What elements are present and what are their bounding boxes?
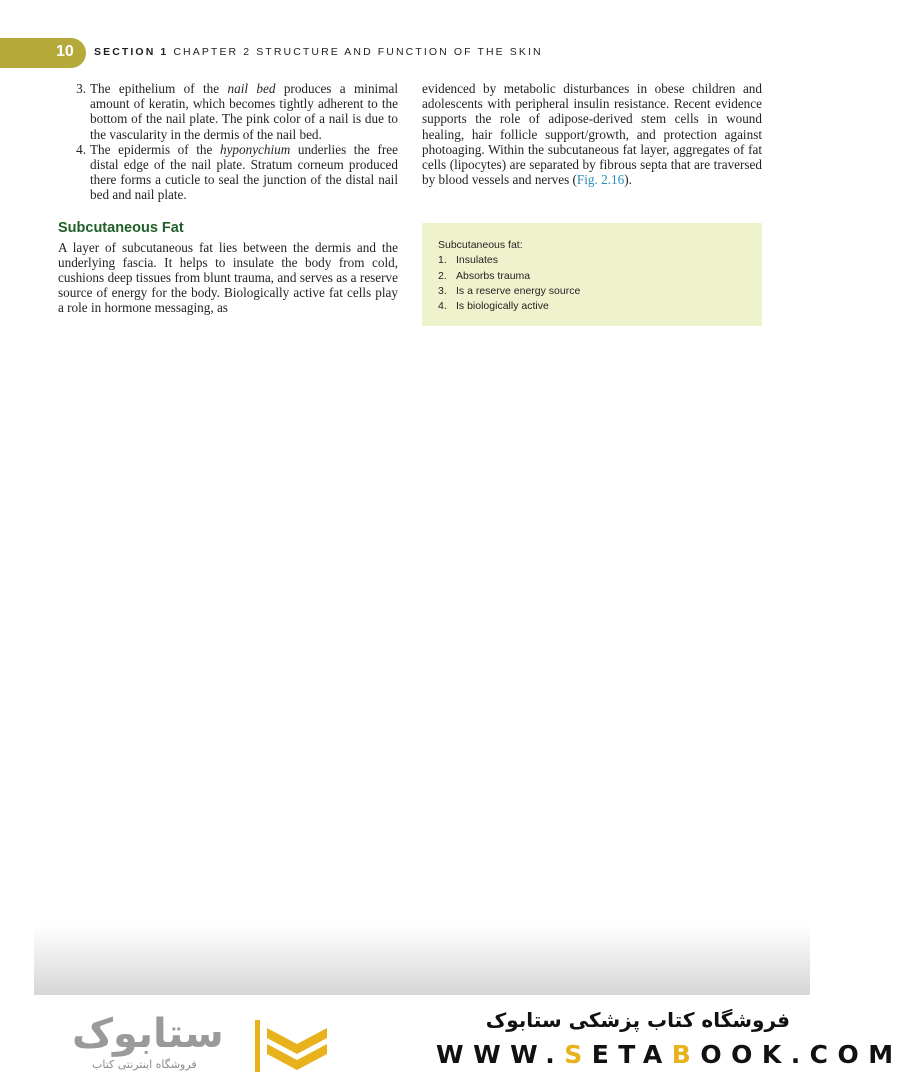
body-paragraph: evidenced by metabolic disturbances in obese children and adolescents with peripheral insulin resistance. Recent evidence supports the role of adipose-derived stem cells in wound healing, hair follicle support/growth, and protection against photoaging. Within the subcutaneous fat layer, aggregates of fat cells (lipocytes) are separated by fibrous septa that are traversed by blood vessels and nerves (Fig. 2.16). xyxy=(422,81,762,188)
running-head xyxy=(94,46,543,58)
chapter-label: CHAPTER 2 STRUCTURE AND FUNCTION OF THE SKIN xyxy=(173,46,543,58)
section-label: SECTION 1 xyxy=(94,46,169,58)
right-column xyxy=(422,81,762,187)
store-logo-subtitle: فروشگاه اینترنتی کتاب xyxy=(92,1058,197,1071)
body-paragraph: A layer of subcutaneous fat lies between the dermis and the underlying fascia. It helps to insulate the body from cold, cushions deep tissues from blunt trauma, and serves as a reserve source of energy for the body. Biologically active fat cells play a role in hormone messaging, as xyxy=(58,239,398,316)
section-heading: Subcutaneous Fat xyxy=(58,219,184,236)
list-item: 3. Is a reserve energy source xyxy=(438,284,581,297)
list-item: 4. The epidermis of the hyponychium underlies the free distal edge of the nail plate. Stratum corneum produced there forms a cuticle to seal the junction of the distal nail bed and nail plate. xyxy=(58,142,398,203)
left-column xyxy=(58,81,398,316)
nail-list xyxy=(58,81,398,203)
list-item: 1. Insulates xyxy=(438,254,499,267)
summary-box xyxy=(422,223,762,326)
list-number: 3. xyxy=(76,81,86,96)
figure-link[interactable]: Fig. 2.16 xyxy=(576,172,625,188)
term-emphasis: hyponychium xyxy=(219,141,291,157)
list-item: 2. Absorbs trauma xyxy=(438,269,531,282)
list-item: 3. The epithelium of the nail bed produces a minimal amount of keratin, which becomes tightly adherent to the bottom of the nail plate. The pink color of a nail is due to the vascularity in the dermis of the nail bed. xyxy=(58,81,398,142)
chevron-logo-icon xyxy=(255,1018,331,1074)
list-item: 4. Is biologically active xyxy=(438,300,549,313)
footer-shadow xyxy=(34,925,810,995)
page-number: 10 xyxy=(56,43,74,60)
list-number: 4. xyxy=(76,141,86,157)
summary-list xyxy=(438,253,746,314)
store-url[interactable]: WWW.SETABOOK.COM xyxy=(436,1040,903,1069)
store-title: فروشگاه کتاب پزشکی ستابوک xyxy=(485,1008,790,1032)
store-logo-wordmark: ستابوک xyxy=(72,1011,224,1057)
term-emphasis: nail bed xyxy=(227,81,276,96)
summary-box-title: Subcutaneous fat: xyxy=(438,239,523,251)
